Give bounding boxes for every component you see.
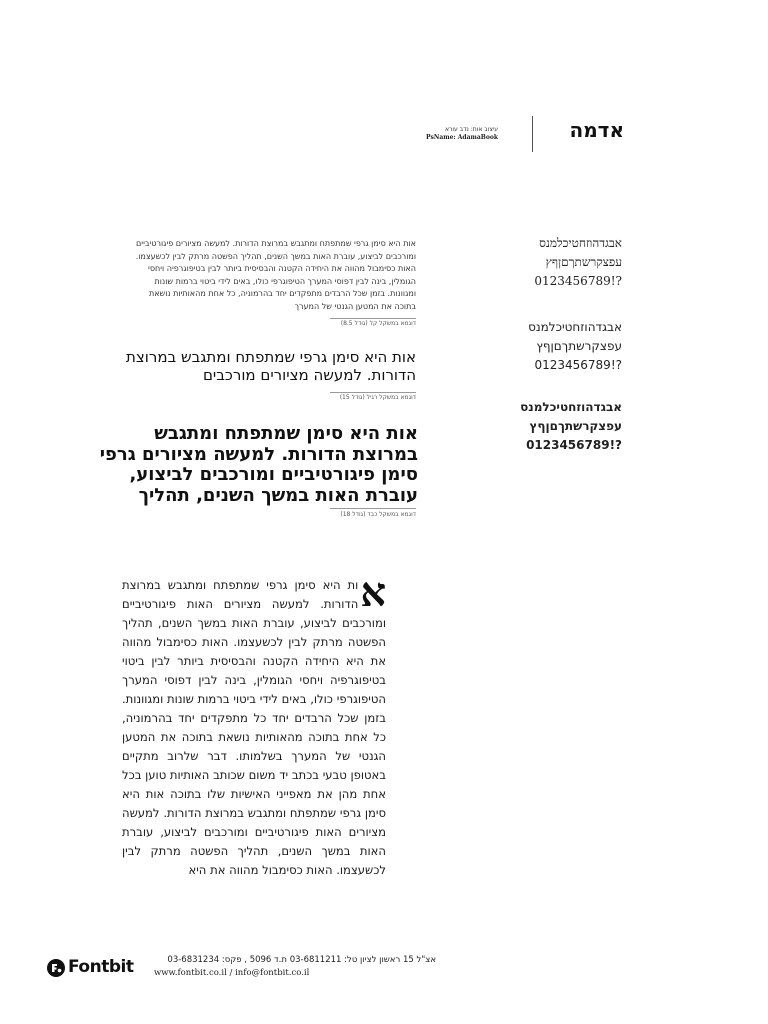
specimen-bold: [456, 398, 622, 455]
header-divider: [532, 116, 533, 152]
specimen-light: [456, 234, 622, 291]
regular-sample-caption: דוגמא במשקל רגיל (גודל 15): [339, 394, 416, 401]
drop-cap: א: [360, 569, 386, 616]
font-title: אדמה: [569, 118, 624, 142]
designer-credit: עיצוב אות: נדב עורא: [444, 126, 498, 133]
light-sample-caption: דוגמא במשקל קל (גודל 8.5): [340, 320, 416, 327]
caption-rule: [330, 392, 416, 393]
light-sample-paragraph: אות היא סימן גרפי שמתפתח ומתגבש במרוצת הדורות. למעשה מציורים פיגורטיביים ומורכבים לביצוע, עוברת האות במשך השנים, תהליך הפשטה מרתק לבין לכשעצמו. האות כסימבול מהווה את היחידה הקטנה והבסיסית ביותר לבין בטיפוגרפיה ויחסי הגומלין, בינה לבין דפוסי המערך הטיפוגרפי כולו, באים לידי ביטוי ברמות שונות ומגוונות. בזמן שכל הרבדים מתפקדים יחד בהרמוניה, כל אחת מהאותיות נושאת בתוכה את המטען הגנטי של המערך: [135, 239, 416, 311]
caption-rule: [330, 318, 416, 319]
specimen-line: ?!0123456789: [534, 358, 622, 372]
bold-sample-text: אות היא סימן שמתפתח ומתגבש במרוצת הדורות. למעשה מציורים גרפי סימן פיגורטיביים ומורכבים לביצוע, עוברת האות במשך השנים, תהליך: [99, 423, 418, 506]
body-text-block: [122, 569, 386, 880]
specimen-line: ?!0123456789: [526, 438, 622, 452]
caption-rule: [330, 508, 416, 509]
specimen-line: עפצקרשתךםןףץ: [545, 255, 622, 269]
footer-web-links[interactable]: www.fontbit.co.il / info@fontbit.co.il: [154, 968, 310, 978]
specimen-line: אבגדהוזחטיכלמנס: [539, 236, 622, 250]
regular-sample-text: אות היא סימן גרפי שמתפתח ומתגבש במרוצת הדורות. למעשה מציורים מורכבים: [126, 348, 416, 384]
specimen-line: אבגדהוזחטיכלמנס: [528, 320, 622, 334]
fontbit-logo-text: Fontbit: [68, 957, 134, 977]
specimen-line: אבגדהוזחטיכלמנס: [520, 400, 622, 414]
bold-sample-caption: דוגמא במשקל כבד (גודל 18): [340, 511, 416, 518]
specimen-regular: [456, 318, 622, 375]
fontbit-logo[interactable]: [46, 956, 146, 980]
fontbit-logo-icon: [46, 958, 66, 978]
body-text: ות היא סימן גרפי שמתפתח ומתגבש במרוצת הדורות. למעשה מציורים האות פיגורטיביים ומורכבים לביצוע, עוברת האות במשך השנים, תהליך הפשטה מרתק לבין לכשעצמו. האות כסימבול מהווה את היא היחידה הקטנה והבסיסית ביותר לבין ביטוי בטיפוגרפיה ויחסי הגומלין, בינה לבין דפוסי המערך הטיפוגרפי כולו, באים לידי ביטוי ברמות שונות ומגוונות. בזמן שכל הרבדים יחד כל מתפקדים יחד בהרמוניה, כל אחת בתוכה מהאותיות נושאת בתוכה את המטען הגנטי של המערך בשלמותו. דבר שלרוב מתקיים באטופן טבעי בכתב יד משום שכותב האותיות טוען בכל אחת מהן את מאפייני האישיות שלו בתוכה אות היא סימן גרפי שמתפתח ומתגבש במרוצת הדורות. למעשה מציורים האות פיגורטיביים ומורכבים לביצוע, עוברת האות במשך השנים, תהליך הפשטה מרתק לבין לכשעצמו. האות כסימבול מהווה את היא: [122, 578, 386, 877]
specimen-line: עפצקרשתךםןףץ: [529, 419, 622, 433]
footer-address: אצ"ל 15 ראשון לציון טל: 03-6811211 ת.ד 5096 , פקס: 03-6831234: [167, 955, 436, 965]
specimen-line: עפצקרשתךםןףץ: [536, 339, 622, 353]
specimen-line: ?!0123456789: [534, 274, 622, 288]
postscript-name: PsName: AdamaBook: [426, 134, 498, 141]
